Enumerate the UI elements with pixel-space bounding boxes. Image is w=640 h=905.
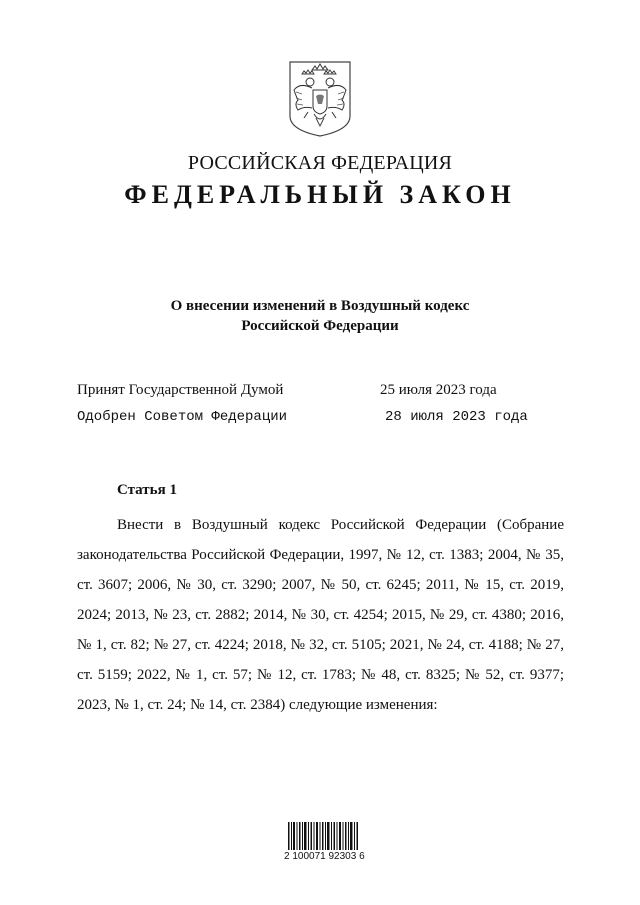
adoption-date: 25 июля 2023 года	[380, 382, 497, 398]
document-type: ФЕДЕРАЛЬНЫЙ ЗАКОН	[124, 180, 516, 209]
country-name: РОССИЙСКАЯ ФЕДЕРАЦИЯ	[187, 152, 453, 174]
article-heading: Статья 1	[117, 482, 177, 498]
law-title-line-2: Российской Федерации	[241, 318, 399, 334]
barcode-icon	[288, 822, 358, 850]
law-title-line-1: О внесении изменений в Воздушный кодекс	[170, 298, 470, 314]
law-title	[0, 296, 640, 336]
adoption-label: Одобрен Советом Федерации	[77, 409, 288, 425]
russian-coat-of-arms-icon	[288, 60, 352, 138]
adoption-label: Принят Государственной Думой	[77, 382, 284, 398]
article-body: Внести в Воздушный кодекс Российской Федерации (Собрание законодательства Российской Федерации, 1997, № 12, ст. 1383; 2004, № 35, ст. 3607; 2006, № 30, ст. 3290; 2007, № 50, ст. 6245; 2011, № 15, ст. 2019, 2024; 2013, № 23, ст. 2882; 2014, № 30, ст. 4254; 2015, № 29, ст. 4380; 2016, № 1, ст. 82; № 27, ст. 4224; 2018, № 32, ст. 5105; 2021, № 24, ст. 4188; № 27, ст. 5159; 2022, № 1, ст. 57; № 12, ст. 1783; № 48, ст. 8325; № 52, ст. 9377; 2023, № 1, ст. 24; № 14, ст. 2384) следующие изменения:	[77, 517, 564, 713]
barcode-number: 2 100071 92303 6	[284, 851, 365, 862]
adoption-date: 28 июля 2023 года	[385, 409, 528, 425]
